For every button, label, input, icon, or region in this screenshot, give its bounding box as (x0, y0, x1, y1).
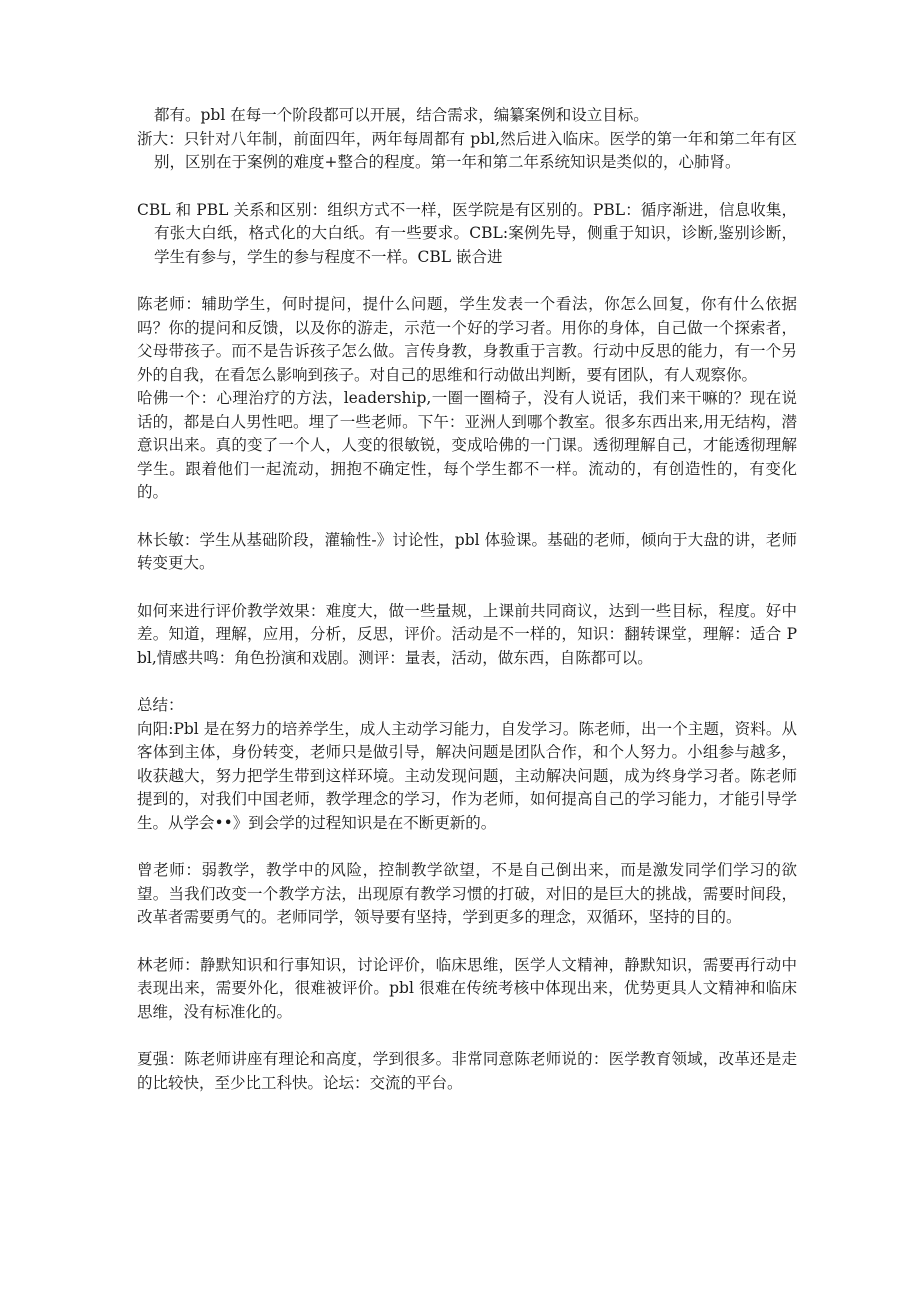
paragraph-continuation: 都有。pbl 在每一个阶段都可以开展，结合需求，编纂案例和设立目标。 (154, 106, 649, 124)
paragraph-xiaqiang: 夏强：陈老师讲座有理论和高度，学到很多。非常同意陈老师说的：医学教育领域，改革还是走的比较快，至少比工科快。论坛：交流的平台。 (137, 1050, 797, 1092)
document-page (137, 104, 797, 1095)
paragraph-cbl-pbl: CBL 和 PBL 关系和区别：组织方式不一样，医学院是有区别的。PBL：循序渐进，信息收集，有张大白纸，格式化的大白纸。有一些要求。CBL:案例先导，侧重于知识，诊断,鉴别诊断，学生有参与，学生的参与程度不一样。CBL 嵌合进 (137, 200, 797, 266)
paragraph-xiangyang: 向阳:Pbl 是在努力的培养学生，成人主动学习能力，自发学习。陈老师，出一个主题，资料。从客体到主体，身份转变，老师只是做引导，解决问题是团队合作，和个人努力。小组参与越多，收获越大，努力把学生带到这样环境。主动发现问题，主动解决问题，成为终身学习者。陈老师提到的，对我们中国老师，教学理念的学习，作为老师，如何提高自己的学习能力，才能引导学生。从学会••》到会学的过程知识是在不断更新的。 (137, 719, 797, 832)
paragraph-lin-changmin: 林长敏：学生从基础阶段，灌输性-》讨论性，pbl 体验课。基础的老师，倾向于大盘的讲，老师转变更大。 (137, 530, 797, 572)
summary-heading: 总结： (137, 696, 184, 714)
paragraph-evaluation: 如何来进行评价教学效果：难度大，做一些量规，上课前共同商议，达到一些目标，程度。好中差。知道，理解，应用，分析，反思，评价。活动是不一样的，知识：翻转课堂，理解：适合 Pbl,情感共鸣：角色扮演和戏剧。测评：量表，活动，做东西，自陈都可以。 (137, 601, 797, 667)
paragraph-teacher-chen: 陈老师：辅助学生，何时提问，提什么问题，学生发表一个看法，你怎么回复，你有什么依据吗？你的提问和反馈，以及你的游走，示范一个好的学习者。用你的身体，自己做一个探索者，父母带孩子。而不是告诉孩子怎么做。言传身教，身教重于言教。行动中反思的能力，有一个另外的自我，在看怎么影响到孩子。对自己的思维和行动做出判断，要有团队，有人观察你。 (137, 295, 797, 384)
paragraph-teacher-zeng: 曾老师：弱教学，教学中的风险，控制教学欲望，不是自己倒出来，而是激发同学们学习的欲望。当我们改变一个教学方法，出现原有教学习惯的打破，对旧的是巨大的挑战，需要时间段，改革者需要勇气的。老师同学，领导要有坚持，学到更多的理念，双循环，坚持的目的。 (137, 861, 797, 926)
paragraph-teacher-lin: 林老师：静默知识和行事知识，讨论评价，临床思维，医学人文精神，静默知识，需要再行动中表现出来，需要外化，很难被评价。pbl 很难在传统考核中体现出来，优势更具人文精神和临床思维，没有标准化的。 (137, 955, 797, 1021)
paragraph-zheda: 浙大：只针对八年制，前面四年，两年每周都有 pbl,然后进入临床。医学的第一年和第二年有区别，区别在于案例的难度+整合的程度。第一年和第二年系统知识是类似的，心肺肾。 (137, 129, 797, 171)
paragraph-harvard: 哈佛一个：心理治疗的方法，leadership,一圈一圈椅子，没有人说话，我们来干嘛的？现在说话的，都是白人男性吧。埋了一些老师。下午：亚洲人到哪个教室。很多东西出来,用无结构，潜意识出来。真的变了一个人，人变的很敏锐，变成哈佛的一门课。透彻理解自己，才能透彻理解学生。跟着他们一起流动，拥抱不确定性，每个学生都不一样。流动的，有创造性的，有变化的。 (137, 389, 797, 501)
